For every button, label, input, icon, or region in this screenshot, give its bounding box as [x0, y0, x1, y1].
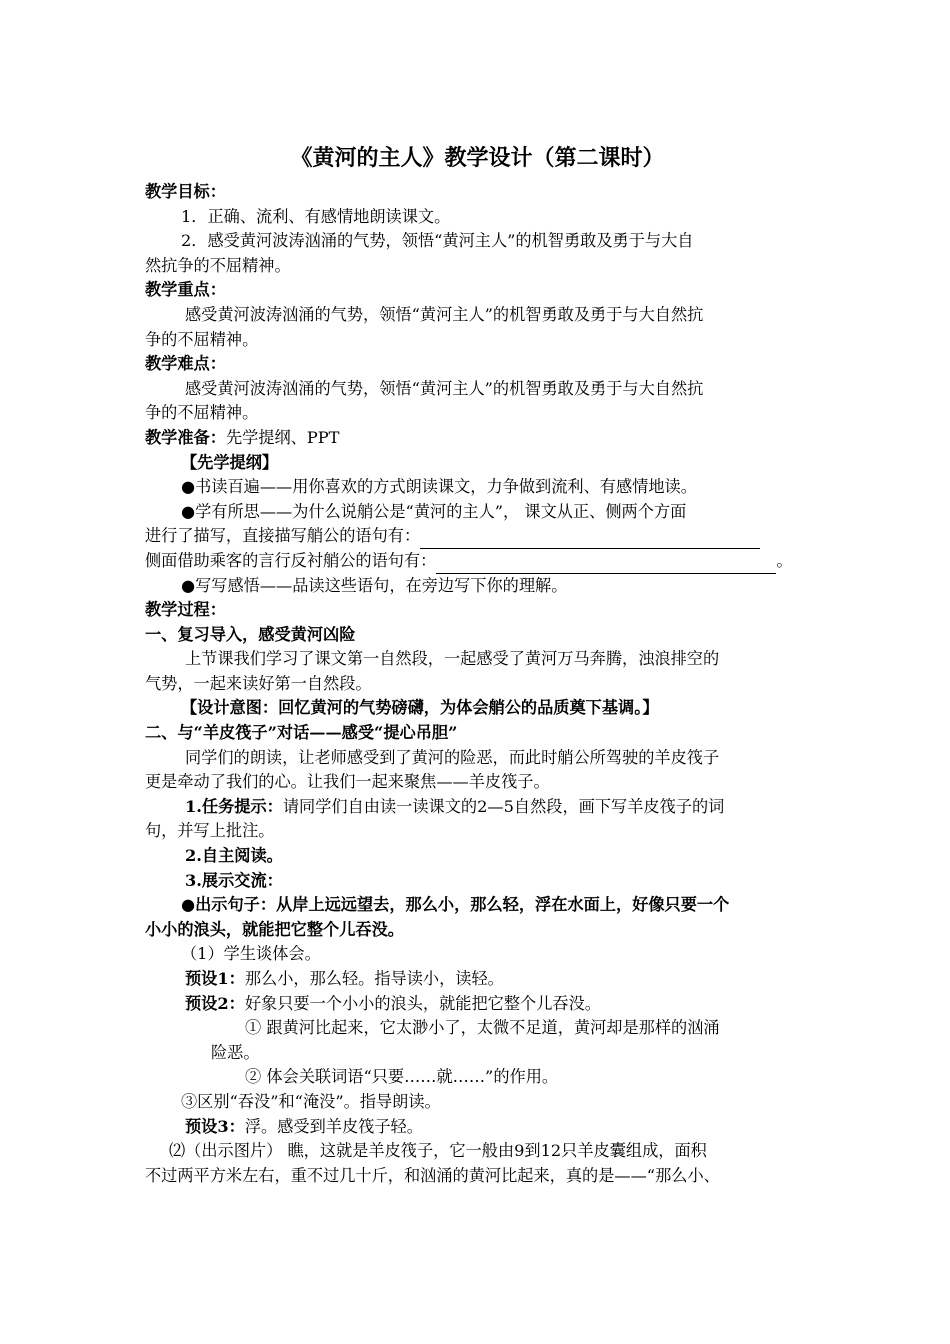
bold-text: 预设3：: [185, 1116, 245, 1136]
text-line: [145, 1016, 810, 1041]
text-line: [145, 278, 810, 303]
document-body: [145, 180, 810, 1188]
bold-text: 3.展示交流：: [185, 870, 283, 890]
bold-text: 【先学提纲】: [181, 452, 279, 472]
bold-text: 教学过程：: [145, 600, 226, 620]
line-text: 进行了描写，直接描写艄公的语句有：: [145, 526, 421, 546]
bold-text: 小小的浪头，就能把它整个儿吞没。: [145, 919, 404, 939]
bold-text: 教学目标：: [145, 182, 226, 201]
text-line: [145, 303, 810, 328]
text-line: [145, 918, 810, 943]
line-text: ③区别“吞没”和“淹没”。指导朗读。: [181, 1091, 441, 1111]
line-text: 1．正确、流利、有感情地朗读课文。: [181, 206, 451, 226]
text-line: [145, 623, 810, 648]
bold-text: ●出示句子：从岸上远远望去，那么小，那么轻，浮在水面上，好像只要一个: [181, 895, 730, 915]
line-text: 2．感受黄河波涛汹涌的气势，领悟“黄河主人”的机智勇敢及勇于与大自: [181, 231, 694, 251]
line-text: ⑵（出示图片） 瞧，这就是羊皮筏子，它一般由9到12只羊皮囊组成，面积: [169, 1141, 707, 1161]
text-line: [145, 844, 810, 869]
document-title: 《黄河的主人》教学设计（第二课时）: [290, 145, 665, 171]
bold-text: 二、与“羊皮筏子”对话——感受“提心吊胆”: [145, 723, 458, 743]
text-line: [145, 205, 810, 230]
text-line: [145, 401, 810, 426]
bold-text: 预设1：: [185, 969, 245, 988]
line-text: 上节课我们学习了课文第一自然段，一起感受了黄河万马奔腾，浊浪排空的: [185, 649, 720, 669]
line-text: 好象只要一个小小的浪头，就能把它整个儿吞没。: [244, 993, 601, 1013]
text-line: [145, 475, 810, 500]
line-text: 更是牵动了我们的心。让我们一起来聚焦——羊皮筏子。: [145, 772, 550, 792]
line-text: 感受黄河波涛汹涌的气势，领悟“黄河主人”的机智勇敢及勇于与大自然抗: [185, 378, 704, 398]
line-text: ●学有所思——为什么说艄公是“黄河的主人”， 课文从正、侧两个方面: [181, 501, 687, 521]
bold-text: 教学重点：: [145, 280, 226, 300]
text-line: [145, 672, 810, 697]
line-text: 争的不屈精神。: [145, 329, 259, 349]
text-line: [145, 1090, 810, 1115]
line-text: 先学提纲、PPT: [225, 427, 340, 447]
bold-text: 【设计意图：回忆黄河的气势磅礴，为体会艄公的品质奠下基调。】: [181, 698, 659, 718]
text-line: [145, 746, 810, 771]
text-line: [145, 426, 810, 451]
text-line: [145, 352, 810, 377]
text-line: [145, 500, 810, 525]
text-line: [145, 1041, 810, 1066]
text-line: [145, 1139, 810, 1164]
text-line: [145, 1065, 810, 1090]
text-line: [145, 574, 810, 599]
bold-text: 教学难点：: [145, 354, 226, 374]
text-line: [145, 524, 810, 549]
line-text: 句，并写上批注。: [145, 821, 275, 841]
document-page: [145, 138, 810, 1188]
line-text: 气势，一起来读好第一自然段。: [145, 673, 372, 693]
text-line: [145, 549, 810, 574]
text-line: [145, 869, 810, 894]
bold-text: 教学准备：: [145, 427, 226, 447]
line-text: 然抗争的不屈精神。: [145, 255, 291, 275]
line-text: 险恶。: [211, 1042, 260, 1062]
text-line: [145, 721, 810, 746]
text-line: [145, 328, 810, 353]
fill-in-blank[interactable]: [420, 531, 760, 549]
text-line: [145, 254, 810, 279]
text-line: [145, 819, 810, 844]
line-text: 感受黄河波涛汹涌的气势，领悟“黄河主人”的机智勇敢及勇于与大自然抗: [185, 304, 704, 324]
bold-text: 一、复习导入，感受黄河凶险: [145, 624, 356, 644]
text-line: [145, 942, 810, 967]
line-text: ② 体会关联词语“只要……就……”的作用。: [245, 1067, 559, 1087]
text-line: [145, 1164, 810, 1189]
text-line: [145, 1115, 810, 1140]
text-line: [145, 696, 810, 721]
line-text: 请同学们自由读一读课文的2—5自然段，画下写羊皮筏子的词: [282, 796, 725, 816]
line-text: ●写写感悟——品读这些语句，在旁边写下你的理解。: [181, 575, 568, 595]
text-line: [145, 180, 810, 205]
text-line: [145, 893, 810, 918]
text-line: [145, 967, 810, 992]
bold-text: 预设2：: [185, 993, 245, 1013]
line-text: 同学们的朗读，让老师感受到了黄河的险恶，而此时艄公所驾驶的羊皮筏子: [185, 747, 720, 767]
line-text: 不过两平方米左右，重不过几十斤，和汹涌的黄河比起来，真的是——“那么小、: [145, 1165, 720, 1185]
text-line: [145, 795, 810, 820]
text-line: [145, 647, 810, 672]
text-line: [145, 451, 810, 476]
text-line: [145, 770, 810, 795]
text-line: [145, 229, 810, 254]
fill-in-blank[interactable]: [436, 556, 776, 574]
line-text: ① 跟黄河比起来，它太渺小了，太微不足道，黄河却是那样的汹涌: [245, 1018, 720, 1038]
text-line: [145, 598, 810, 623]
line-text: ●书读百遍——用你喜欢的方式朗读课文，力争做到流利、有感情地读。: [181, 477, 697, 497]
line-text: 。: [776, 550, 793, 570]
text-line: [145, 992, 810, 1017]
line-text: 浮。感受到羊皮筏子轻。: [244, 1116, 423, 1136]
bold-text: 2.自主阅读。: [185, 846, 283, 866]
text-line: [145, 377, 810, 402]
line-text: 侧面借助乘客的言行反衬艄公的语句有：: [145, 550, 437, 570]
line-text: （1）学生谈体会。: [181, 944, 321, 964]
line-text: 争的不屈精神。: [145, 403, 259, 423]
bold-text: 1.任务提示：: [185, 796, 283, 816]
line-text: 那么小，那么轻。指导读小，读轻。: [244, 969, 504, 988]
